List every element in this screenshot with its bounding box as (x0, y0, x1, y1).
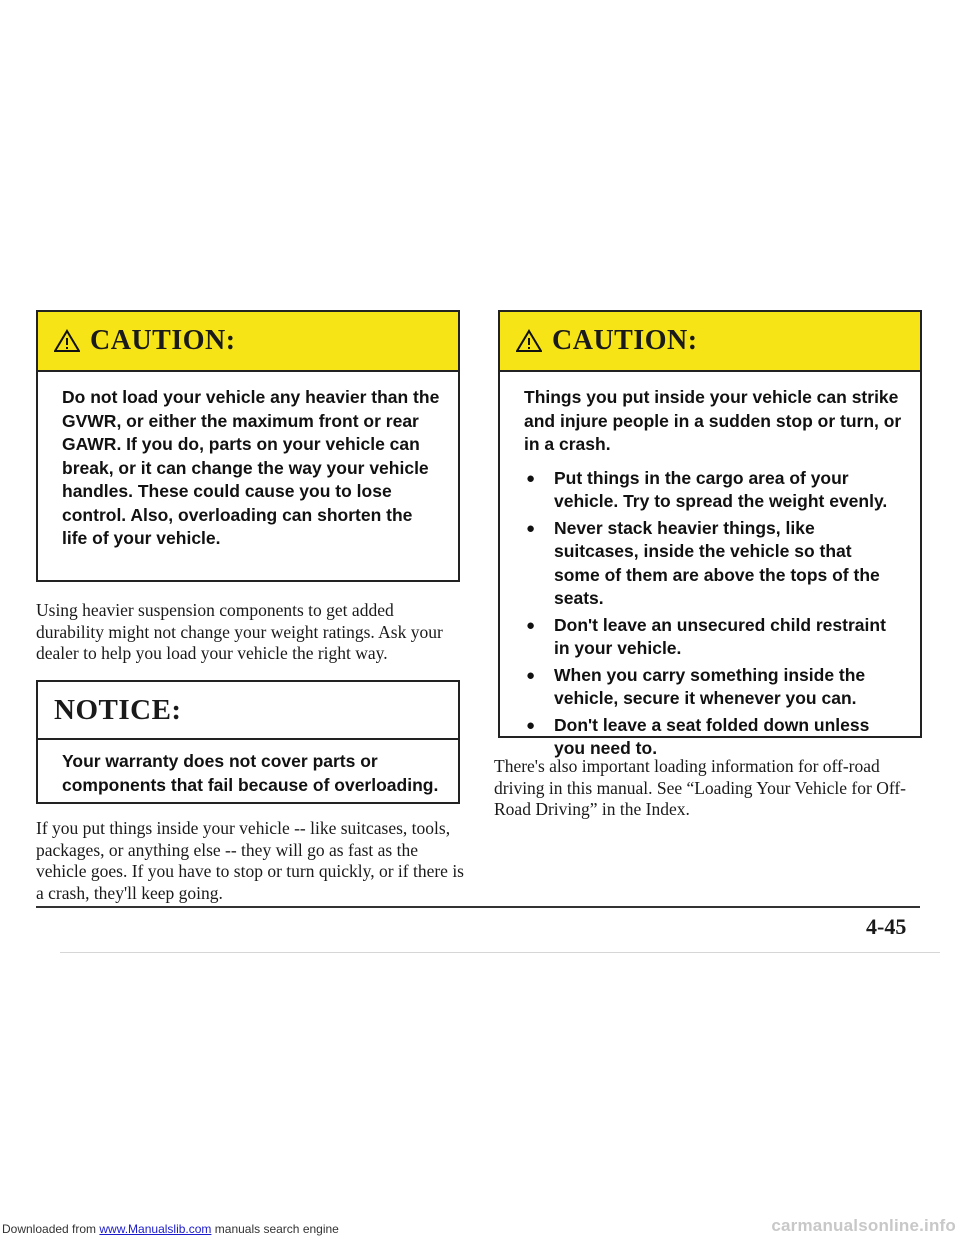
caution-header (38, 312, 458, 372)
bullet-icon: ● (526, 716, 536, 734)
caution-body: Do not load your vehicle any heavier than the GVWR, or either the maximum front or rear GAWR. If you do, parts on your vehicle can break, or it can change the way your vehicle handles. These could cause you to lose control. Also, overloading can shorten the life of your vehicle. (62, 387, 440, 548)
watermark: carmanualsonline.info (771, 1216, 956, 1235)
paragraph-offroad: There's also important loading information for off-road driving in this manual. See “Loading Your Vehicle for Off-Road Driving” in the Index. (494, 756, 906, 819)
left-caution-box (36, 310, 460, 582)
warning-triangle-icon (54, 329, 80, 353)
caution-body (500, 372, 924, 761)
warning-triangle-icon (516, 329, 542, 353)
paragraph-suspension: Using heavier suspension components to get added durability might not change your weight ratings. Ask your dealer to help you load your vehicle the right way. (36, 600, 443, 663)
notice-title: NOTICE: (54, 693, 182, 726)
list-item: ● When you carry something inside the vehicle, secure it whenever you can. (526, 664, 866, 708)
bullet-icon: ● (526, 616, 536, 634)
scan-edge-line (60, 952, 940, 953)
caution-intro: Things you put inside your vehicle can strike and injure people in a sudden stop or turn, or in a crash. (524, 387, 902, 454)
list-item: ● Don't leave a seat folded down unless you need to. (526, 714, 870, 758)
list-item: ● Put things in the cargo area of your vehicle. Try to spread the weight evenly. (526, 467, 888, 511)
manualslib-link[interactable]: www.Manualslib.com (99, 1222, 212, 1236)
download-banner: Downloaded from www.Manualslib.com manuals search engine (2, 1222, 339, 1236)
caution-title: CAUTION: (552, 325, 698, 356)
bullet-icon: ● (526, 666, 536, 684)
bullet-icon: ● (526, 519, 536, 537)
footer-rule (36, 906, 920, 908)
caution-header (500, 312, 920, 372)
notice-box (36, 680, 460, 804)
notice-header (38, 682, 458, 740)
page-number: 4-45 (866, 914, 907, 939)
notice-body: Your warranty does not cover parts or components that fail because of overloading. (62, 751, 439, 795)
bullet-icon: ● (526, 469, 536, 487)
caution-bullet-list (524, 467, 902, 761)
list-item: ● Never stack heavier things, like suitcases, inside the vehicle so that some of them are above the tops of the seats. (526, 517, 880, 608)
list-item: ● Don't leave an unsecured child restraint in your vehicle. (526, 614, 886, 658)
paragraph-things: If you put things inside your vehicle -- like suitcases, tools, packages, or anything else -- they will go as fast as the vehicle goes. If you have to stop or turn quickly, or if there is a crash, they'll keep going. (36, 818, 464, 903)
right-caution-box (498, 310, 922, 758)
caution-title: CAUTION: (90, 325, 236, 356)
